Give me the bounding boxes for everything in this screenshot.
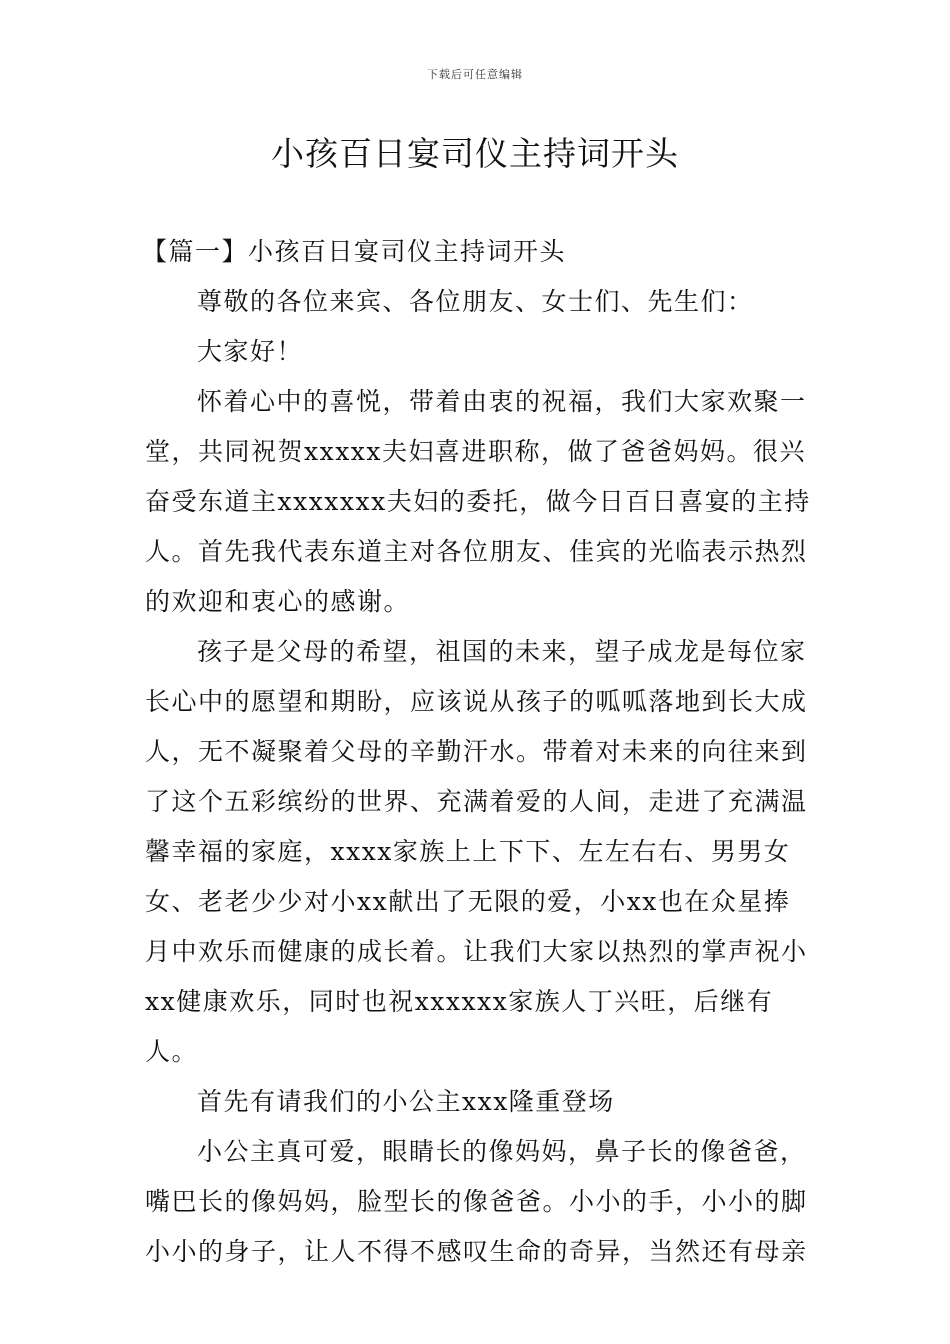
- document-body: [142, 227, 815, 1277]
- paragraph-welcome: 怀着心中的喜悦，带着由衷的祝福，我们大家欢聚一堂，共同祝贺xxxxx夫妇喜进职称，做了爸爸妈妈。很兴奋受东道主xxxxxxx夫妇的委托，做今日百日喜宴的主持人。首先我代表东道主对各位朋友、佳宾的光临表示热烈的欢迎和衷心的感谢。: [145, 387, 811, 616]
- paragraph-hello: 大家好！: [197, 337, 304, 366]
- paragraph-princess: 小公主真可爱，眼睛长的像妈妈，鼻子长的像爸爸，嘴巴长的像妈妈，脸型长的像爸爸。小小的手，小小的脚小小的身子，让人不得不感叹生命的奇异，当然还有母亲: [145, 1137, 808, 1266]
- paragraph-children: 孩子是父母的希望，祖国的未来，望子成龙是每位家长心中的愿望和期盼，应该说从孩子的呱呱落地到长大成人，无不凝聚着父母的辛勤汗水。带着对未来的向往来到了这个五彩缤纷的世界、充满着爱的人间，走进了充满温馨幸福的家庭，xxxx家族上上下下、左左右右、男男女女、老老少少对小xx献出了无限的爱，小xx也在众星捧月中欢乐而健康的成长着。让我们大家以热烈的掌声祝小xx健康欢乐，同时也祝xxxxxx家族人丁兴旺，后继有人。: [145, 637, 808, 1066]
- header-note: 下载后可任意编辑: [427, 68, 523, 81]
- document-title: 小孩百日宴司仪主持词开头: [271, 134, 679, 173]
- paragraph-greeting: 尊敬的各位来宾、各位朋友、女士们、先生们：: [197, 287, 754, 316]
- paragraph-invitation: 首先有请我们的小公主xxx隆重登场: [197, 1087, 615, 1116]
- section-heading: 【篇一】小孩百日宴司仪主持词开头: [142, 237, 567, 266]
